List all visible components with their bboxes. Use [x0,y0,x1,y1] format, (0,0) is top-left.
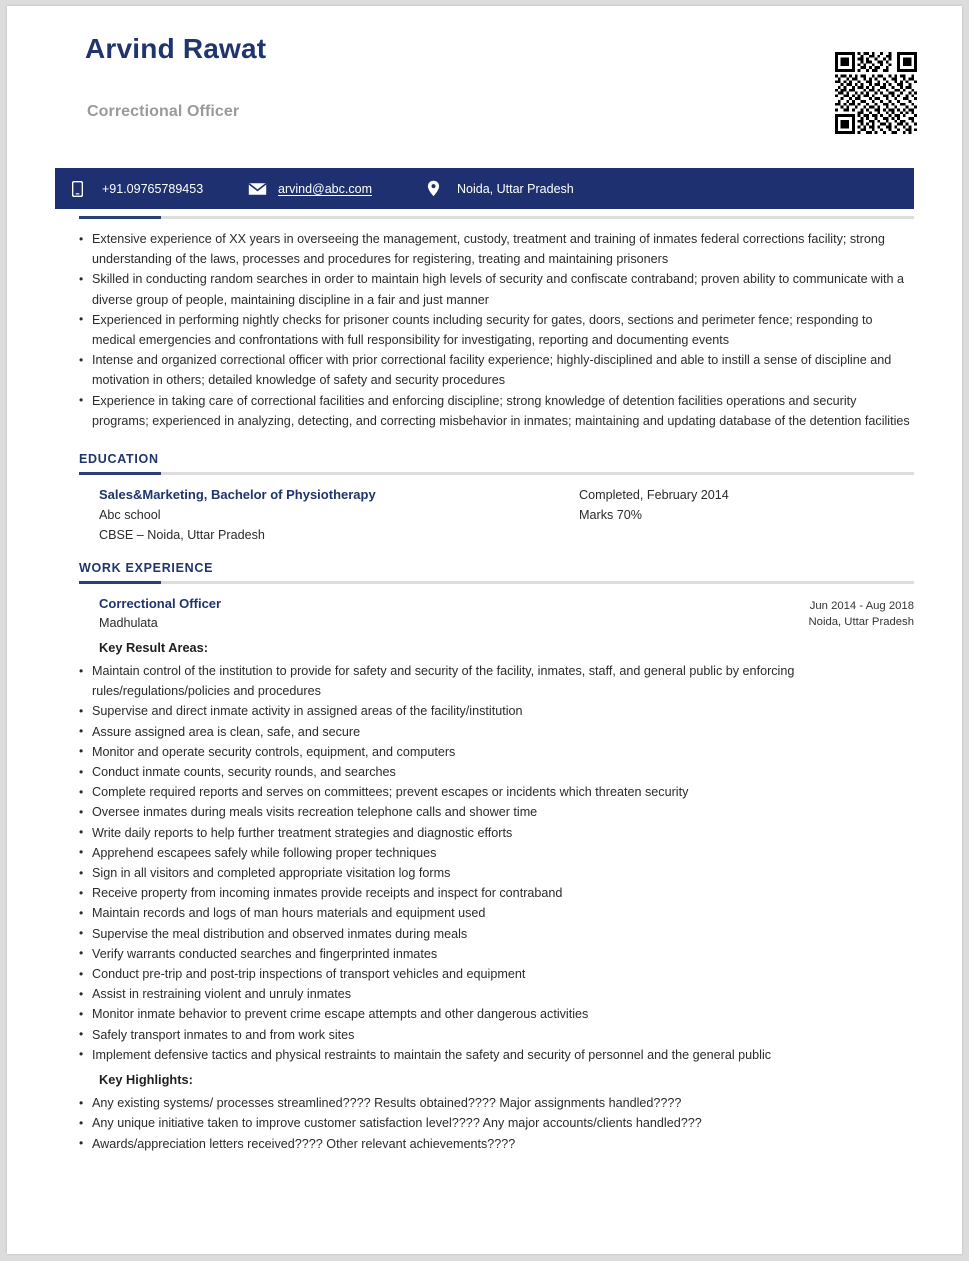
section-title-work: WORK EXPERIENCE [79,561,214,576]
work-dates: Jun 2014 - Aug 2018 [809,600,914,613]
section-title-education: EDUCATION [79,452,159,467]
resume-header [7,6,962,124]
education-degree: Sales&Marketing, Bachelor of Physiotherapy [99,487,376,503]
list-item: • Implement defensive tactics and physical restraints to maintain the safety and security of personnel and the general public [79,1045,914,1065]
list-item: • Any existing systems/ processes streamlined???? Results obtained???? Major assignments handled???? [79,1093,914,1113]
list-item: • Monitor inmate behavior to prevent crime escape attempts and other dangerous activities [79,1004,914,1024]
list-item: • Maintain records and logs of man hours materials and equipment used [79,903,914,923]
list-item: • Supervise and direct inmate activity in assigned areas of the facility/institution [79,701,914,721]
section-work-experience [79,561,914,1154]
list-item: • Apprehend escapees safely while following proper techniques [79,843,914,863]
list-item: • Skilled in conducting random searches in order to maintain high levels of security and confiscate contraband; proven ability to communicate with a diverse group of people, maintaining discipline in a fair and just manner [79,269,914,309]
list-item: • Any unique initiative taken to improve customer satisfaction level???? Any major accounts/clients handled??? [79,1113,914,1133]
education-entry-right [579,485,914,545]
list-item: • Monitor and operate security controls, equipment, and computers [79,742,914,762]
contact-email[interactable] [240,182,420,196]
contact-phone[interactable] [72,181,240,197]
list-item: • Maintain control of the institution to provide for safety and security of the facility, inmates, staff, and general public by enforcing rules/regulations/policies and procedures [79,661,914,701]
education-entry [79,485,914,545]
work-role: Correctional Officer [99,596,222,612]
education-entry-left [99,485,579,545]
map-pin-icon [427,180,449,197]
section-rule-education [79,472,914,475]
section-education [79,452,914,545]
list-item: • Oversee inmates during meals visits recreation telephone calls and shower time [79,802,914,822]
list-item: • Intense and organized correctional officer with prior correctional facility experience; highly-disciplined and able to instill a sense of discipline and motivation in others; detailed knowledge of safety and security procedures [79,350,914,390]
mobile-phone-icon [72,181,94,197]
list-item: • Supervise the meal distribution and observed inmates during meals [79,924,914,944]
qr-code-icon [835,52,917,134]
candidate-job-title: Correctional Officer [87,103,240,120]
list-item: • Sign in all visitors and completed appropriate visitation log forms [79,863,914,883]
list-item: • Experience in taking care of correctional facilities and enforcing discipline; strong knowledge of detention facilities operations and security programs; experienced in analyzing, detecting, and correcting misbehavior in inmates; maintaining and updating database of the detention facilities [79,391,914,431]
list-item: • Receive property from incoming inmates provide receipts and inspect for contraband [79,883,914,903]
education-school: Abc school [99,508,161,523]
list-item: • Awards/appreciation letters received???? Other relevant achievements???? [79,1134,914,1154]
section-rule-work [79,581,914,584]
contact-location-text: Noida, Uttar Pradesh [457,181,574,196]
work-entry-meta [809,594,915,630]
section-rule-profile [79,216,914,219]
education-board: CBSE – Noida, Uttar Pradesh [99,528,265,543]
work-company: Madhulata [99,616,158,631]
list-item: • Conduct pre-trip and post-trip inspections of transport vehicles and equipment [79,964,914,984]
key-result-areas-label: Key Result Areas: [99,640,209,656]
resume-page [7,6,962,1254]
contact-location [420,180,574,197]
work-entry-header [79,594,914,633]
list-item: • Safely transport inmates to and from work sites [79,1025,914,1045]
list-item: • Assist in restraining violent and unruly inmates [79,984,914,1004]
resume-body [7,196,962,1154]
envelope-icon [248,182,270,196]
contact-bar [55,168,914,209]
list-item: • Extensive experience of XX years in overseeing the management, custody, treatment and training of inmates federal corrections facility; strong understanding of the laws, processes and procedures for registering, treating and maintaining prisoners [79,229,914,269]
work-location: Noida, Uttar Pradesh [808,616,914,629]
profile-bullet-list [79,229,914,431]
section-profile [79,196,914,431]
key-result-areas-list [79,661,914,1065]
list-item: • Complete required reports and serves on committees; prevent escapes or incidents which threaten security [79,782,914,802]
candidate-name: Arvind Rawat [85,33,267,64]
list-item: • Write daily reports to help further treatment strategies and diagnostic efforts [79,823,914,843]
list-item: • Experienced in performing nightly checks for prisoner counts including security for gates, doors, sections and perimeter fence; responding to medical emergencies and confrontations with full responsibility for investigating, reporting and documenting events [79,310,914,350]
contact-phone-text: +91.09765789453 [102,181,204,196]
key-highlights-label: Key Highlights: [99,1072,193,1088]
education-completed: Completed, February 2014 [579,488,729,503]
contact-email-text[interactable]: arvind@abc.com [278,181,372,196]
work-entry-left [99,594,221,633]
list-item: • Verify warrants conducted searches and fingerprinted inmates [79,944,914,964]
key-highlights-list [79,1093,914,1154]
education-marks: Marks 70% [579,508,642,523]
list-item: • Assure assigned area is clean, safe, and secure [79,722,914,742]
list-item: • Conduct inmate counts, security rounds, and searches [79,762,914,782]
